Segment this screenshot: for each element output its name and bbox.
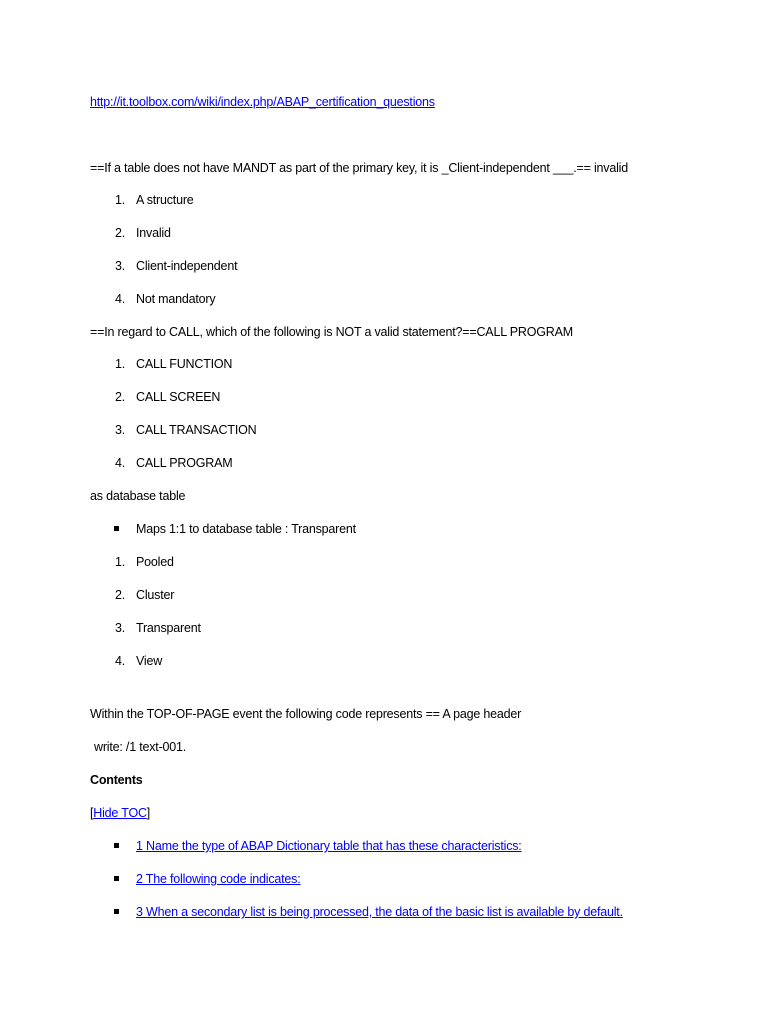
toc-link-2[interactable]: 2 The following code indicates: xyxy=(136,872,301,886)
question-1-text: ==If a table does not have MANDT as part of the primary key, it is _Client-independent ___.== invalid xyxy=(90,161,628,175)
toc-bracket-close: ] xyxy=(146,806,151,820)
list-number: 2. xyxy=(114,226,125,240)
list-item-text: Cluster xyxy=(136,588,175,602)
question-4-text: Within the TOP-OF-PAGE event the following code represents == A page header xyxy=(90,707,522,721)
code-line: write: /1 text-001. xyxy=(94,740,187,754)
list-item-text: CALL FUNCTION xyxy=(136,357,233,371)
list-item-text: Not mandatory xyxy=(136,292,216,306)
list-item-text: Invalid xyxy=(136,226,171,240)
list-number: 2. xyxy=(114,390,125,404)
question-2-text: ==In regard to CALL, which of the following is NOT a valid statement?==CALL PROGRAM xyxy=(90,325,573,339)
hide-toc-link[interactable]: Hide TOC xyxy=(93,806,147,820)
bullet-item-text: Maps 1:1 to database table : Transparent xyxy=(136,522,356,536)
list-item-text: View xyxy=(136,654,163,668)
list-number: 3. xyxy=(114,423,125,437)
square-bullet-icon xyxy=(114,876,119,881)
list-item-text: Pooled xyxy=(136,555,174,569)
list-number: 1. xyxy=(114,357,125,371)
list-item-text: CALL PROGRAM xyxy=(136,456,233,470)
toc-link-3[interactable]: 3 When a secondary list is being processed, the data of the basic list is available by default. xyxy=(136,905,623,919)
toc-link-1[interactable]: 1 Name the type of ABAP Dictionary table that has these characteristics: xyxy=(136,839,522,853)
toc-toggle xyxy=(90,805,150,821)
list-item-text: Client-independent xyxy=(136,259,238,273)
list-number: 4. xyxy=(114,654,125,668)
square-bullet-icon xyxy=(114,909,119,914)
toc-heading: Contents xyxy=(90,773,143,787)
question-3-text: as database table xyxy=(90,489,186,503)
list-number: 4. xyxy=(114,292,125,306)
list-item-text: A structure xyxy=(136,193,194,207)
list-item-text: Transparent xyxy=(136,621,201,635)
list-number: 2. xyxy=(114,588,125,602)
list-number: 1. xyxy=(114,555,125,569)
square-bullet-icon xyxy=(114,843,119,848)
toc-bracket-open: [ xyxy=(90,806,94,820)
list-item-text: CALL TRANSACTION xyxy=(136,423,257,437)
square-bullet-icon xyxy=(114,526,119,531)
list-number: 3. xyxy=(114,259,125,273)
list-number: 3. xyxy=(114,621,125,635)
source-link[interactable]: http://it.toolbox.com/wiki/index.php/ABAP_certification_questions xyxy=(90,95,435,109)
list-number: 1. xyxy=(114,193,125,207)
list-item-text: CALL SCREEN xyxy=(136,390,221,404)
list-number: 4. xyxy=(114,456,125,470)
